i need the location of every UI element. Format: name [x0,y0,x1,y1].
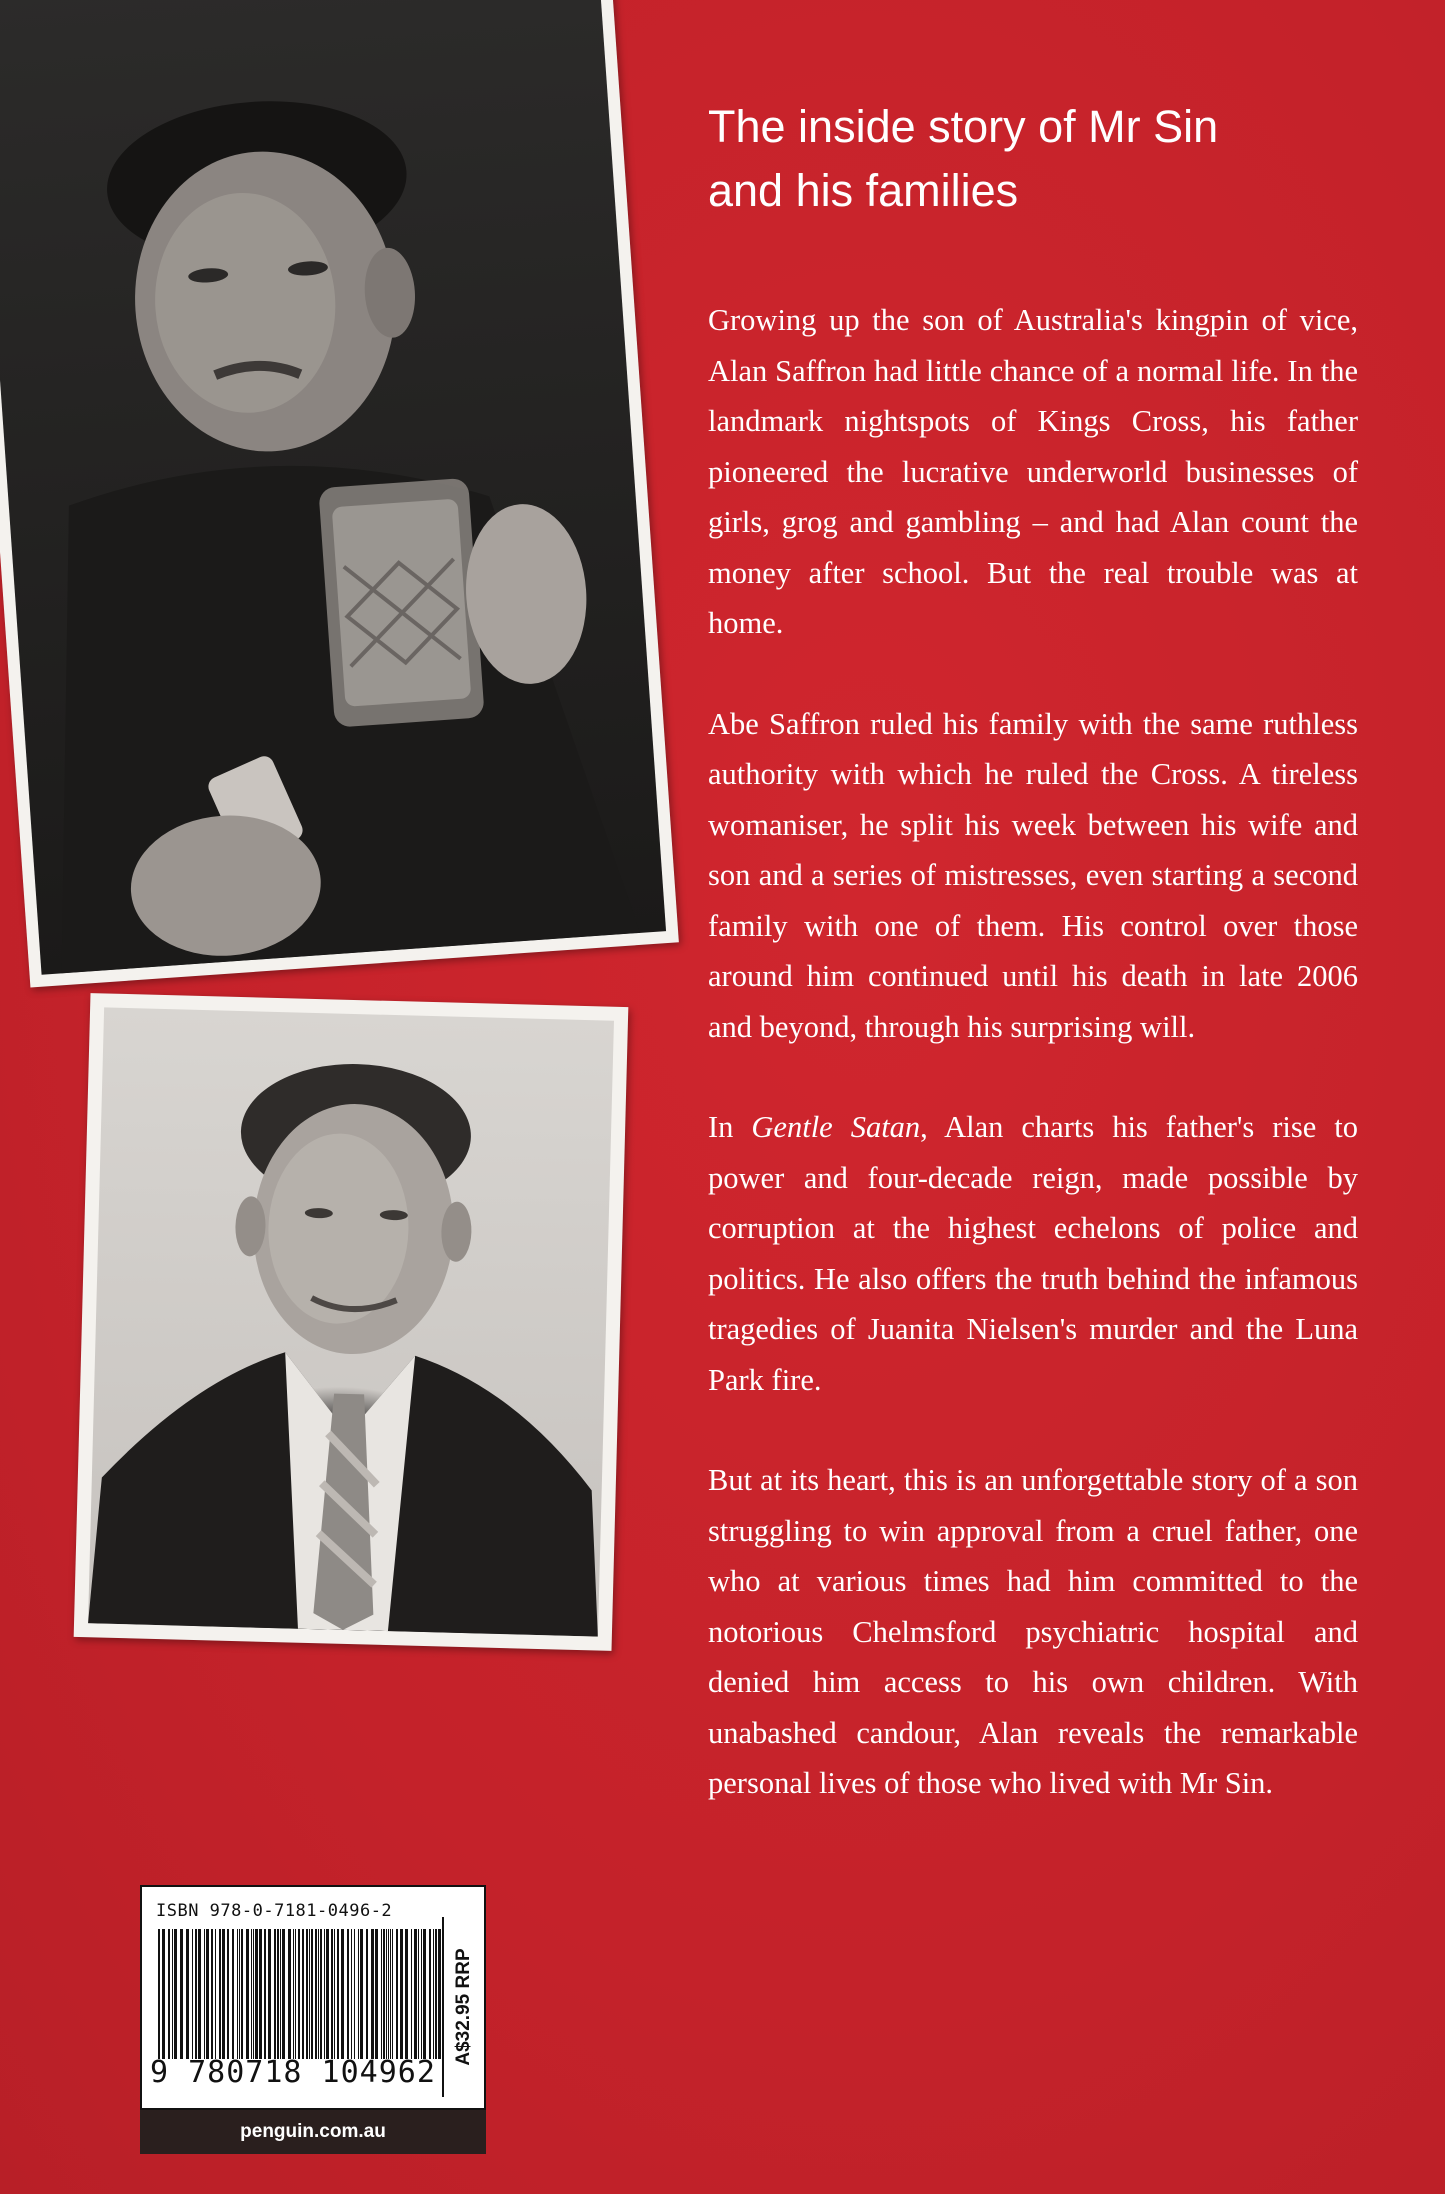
barcode-bar [215,1929,216,2059]
barcode-bar [309,1929,310,2059]
barcode-bar [396,1929,398,2059]
headline-line-2: and his families [708,165,1019,216]
barcode-bar [186,1929,189,2059]
barcode-bar [195,1929,197,2059]
barcode-bar [400,1929,403,2059]
blurb-paragraph-3-rest: , Alan charts his father's rise to power and four-decade reign, made possible by corruption at the highest echelons of police and politics. He also offers the truth behind the infamous tragedies of Juanita Nielsen's murder and the Luna Park fire. [708,1110,1358,1397]
barcode-bar [211,1929,213,2059]
barcode-bar [351,1929,352,2059]
barcode-bar [324,1929,325,2059]
photo-boy-with-toy-gun [0,0,679,988]
blurb-paragraph-3-prefix: In [708,1110,752,1144]
barcode-bar [158,1929,160,2059]
barcode-bar [168,1929,170,2059]
barcode-bar [375,1929,378,2059]
barcode-bar [358,1929,359,2059]
barcode-bar [414,1929,417,2059]
price-label: A$32.95 RRP [453,1948,474,2066]
photo-boy-image [0,0,666,975]
barcode-bar [246,1929,249,2059]
barcode-bar [366,1929,368,2059]
barcode-bar [320,1929,322,2059]
headline-line-1: The inside story of Mr Sin [708,101,1219,152]
barcode-bar [326,1929,329,2059]
barcode-bar [255,1929,258,2059]
barcode-bar [411,1929,412,2059]
barcode-bar [386,1929,387,2059]
barcode-bar [433,1929,434,2059]
barcode-bar [390,1929,391,2059]
barcode-bar [302,1929,304,2059]
barcode-bar [277,1929,279,2059]
barcode-bar [405,1929,408,2059]
barcode-bar [311,1929,313,2059]
barcode-bar [381,1929,382,2059]
barcode-bar [280,1929,281,2059]
photo-man-illustration [88,1007,614,1636]
barcode-bar [227,1929,229,2059]
photo-man-in-suit [74,993,629,1651]
blurb-paragraph-1: Growing up the son of Australia's kingpin of vice, Alan Saffron had little chance of a normal life. In the landmark nightspots of Kings Cross, his father pioneered the lucrative underworld businesses of girls, grog and gambling – and had Alan count the money after school. But the real trouble was at home. [708,303,1358,640]
barcode-bar [241,1929,243,2059]
barcode-bar [237,1929,238,2059]
barcode-bar [298,1929,300,2059]
barcode-bar [423,1929,426,2059]
blurb-paragraph-4: But at its heart, this is an unforgettable story of a son struggling to win approval from a cruel father, one who at various times had him committed to the notorious Chelmsford psychiatric hospital and denied him access to his own children. With unabashed candour, Alan reveals the remarkable personal lives of those who lived with Mr Sin. [708,1463,1358,1800]
barcode-bar [354,1929,355,2059]
barcode-bar [180,1929,183,2059]
barcode-bar [293,1929,294,2059]
barcode-bar [253,1929,254,2059]
barcode-bar [341,1929,344,2059]
barcode-bar [239,1929,240,2059]
barcode-bar [172,1929,173,2059]
barcode-bar [219,1929,221,2059]
barcode-bar [429,1929,431,2059]
barcode-bar [334,1929,335,2059]
barcode-bar [204,1929,205,2059]
barcode-bar [295,1929,296,2059]
barcode-bar [418,1929,419,2059]
barcode-bar [274,1929,276,2059]
barcode-bar [198,1929,201,2059]
barcode-bar [388,1929,389,2059]
photo-man-image [88,1007,614,1636]
barcode-bars [156,1929,446,2059]
cover-headline [708,95,1348,223]
barcode-bar [371,1929,374,2059]
barcode-bar [268,1929,271,2059]
barcode-bar [331,1929,333,2059]
barcode-bar [282,1929,285,2059]
barcode-bar [347,1929,349,2059]
barcode-bar [232,1929,234,2059]
barcode-bar [421,1929,422,2059]
barcode-bar [162,1929,165,2059]
book-title-italic: Gentle Satan [751,1110,921,1144]
publisher-website: penguin.com.au [140,2110,486,2154]
barcode-bar [383,1929,385,2059]
barcode-bar [264,1929,266,2059]
blurb-paragraph-2: Abe Saffron ruled his family with the same ruthless authority with which he ruled the Cross. A tireless womaniser, he split his week between his wife and son and a series of mistresses, even starting a second family with one of them. His control over those around him continued until his death in late 2006 and beyond, through his surprising will. [708,706,1358,1044]
barcode-bar [306,1929,308,2059]
barcode-bar [206,1929,209,2059]
photo-boy-illustration [0,0,666,975]
barcode-bar [222,1929,225,2059]
barcode-bar [251,1929,252,2059]
barcode-bar [392,1929,393,2059]
isbn-barcode [140,1885,486,2110]
isbn-label: ISBN 978-0-7181-0496-2 [156,1901,393,1921]
barcode-bar [288,1929,291,2059]
blurb-paragraph-3 [708,1102,1358,1405]
price-label-box [442,1917,484,2097]
barcode-bar [435,1929,437,2059]
barcode-bar [259,1929,262,2059]
barcode-bar [174,1929,177,2059]
barcode-bar [318,1929,319,2059]
barcode-bar [360,1929,363,2059]
blurb [708,295,1358,1859]
barcode-digits: 9 780718 104962 [150,2055,436,2090]
barcode-bar [192,1929,193,2059]
barcode-bar [315,1929,317,2059]
barcode-bar [337,1929,339,2059]
barcode-bar [438,1929,441,2059]
